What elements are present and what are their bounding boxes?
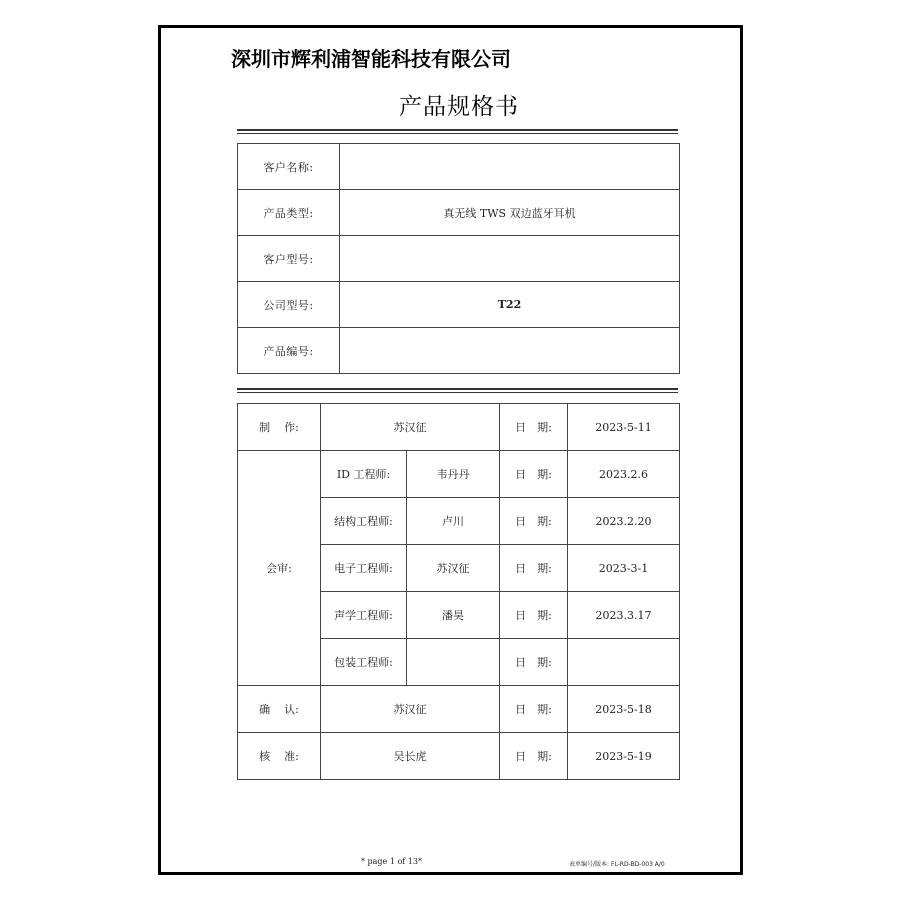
reviewer-date: 2023.2.20: [568, 498, 680, 545]
company-model-label: 公司型号:: [238, 282, 340, 328]
reviewer-date: 2023.3.17: [568, 592, 680, 639]
table-row: [238, 686, 680, 733]
date-label: 日 期:: [500, 451, 568, 498]
make-date: 2023-5-11: [568, 404, 680, 451]
reviewer-name: 苏汉征: [407, 545, 500, 592]
approve-name: 吴长虎: [321, 733, 500, 780]
page-number: * page 1 of 13*: [361, 857, 422, 866]
reviewer-role: 声学工程师:: [321, 592, 407, 639]
reviewer-name: 韦丹丹: [407, 451, 500, 498]
divider-top: [237, 129, 678, 131]
reviewer-name: 卢川: [407, 498, 500, 545]
table-row: [238, 190, 680, 236]
customer-name-value: [340, 144, 680, 190]
approve-label: 核 准:: [238, 733, 321, 780]
document-page: [158, 25, 743, 875]
date-label: 日 期:: [500, 592, 568, 639]
review-label: 会审:: [238, 451, 321, 686]
reviewer-date: 2023-3-1: [568, 545, 680, 592]
reviewer-name: [407, 639, 500, 686]
reviewer-role: ID 工程师:: [321, 451, 407, 498]
customer-model-label: 客户型号:: [238, 236, 340, 282]
product-type-value: 真无线 TWS 双边蓝牙耳机: [340, 190, 680, 236]
customer-name-label: 客户名称:: [238, 144, 340, 190]
table-row: [238, 282, 680, 328]
table-row: [238, 236, 680, 282]
approve-date: 2023-5-19: [568, 733, 680, 780]
make-name: 苏汉征: [321, 404, 500, 451]
date-label: 日 期:: [500, 545, 568, 592]
form-number: 表单编号/版本: FL-RD-BD-003 A/0: [569, 861, 665, 868]
reviewer-name: 潘昊: [407, 592, 500, 639]
date-label: 日 期:: [500, 733, 568, 780]
product-type-label: 产品类型:: [238, 190, 340, 236]
reviewer-date: 2023.2.6: [568, 451, 680, 498]
divider-middle: [237, 388, 678, 390]
product-code-label: 产品编号:: [238, 328, 340, 374]
confirm-name: 苏汉征: [321, 686, 500, 733]
confirm-label: 确 认:: [238, 686, 321, 733]
confirm-date: 2023-5-18: [568, 686, 680, 733]
product-code-value: [340, 328, 680, 374]
customer-model-value: [340, 236, 680, 282]
date-label: 日 期:: [500, 498, 568, 545]
document-title: 产品规格书: [399, 94, 519, 120]
reviewer-date: [568, 639, 680, 686]
table-row: [238, 404, 680, 451]
reviewer-role: 结构工程师:: [321, 498, 407, 545]
reviewer-role: 包装工程师:: [321, 639, 407, 686]
table-row: [238, 733, 680, 780]
table-row: [238, 144, 680, 190]
company-model-value: T22: [340, 282, 680, 328]
date-label: 日 期:: [500, 686, 568, 733]
table-row: [238, 328, 680, 374]
reviewer-role: 电子工程师:: [321, 545, 407, 592]
date-label: 日 期:: [500, 404, 568, 451]
approval-table: [237, 403, 680, 780]
table-row: [238, 451, 680, 498]
product-info-table: [237, 143, 680, 374]
company-name: 深圳市辉利浦智能科技有限公司: [231, 47, 511, 71]
date-label: 日 期:: [500, 639, 568, 686]
make-label: 制 作:: [238, 404, 321, 451]
